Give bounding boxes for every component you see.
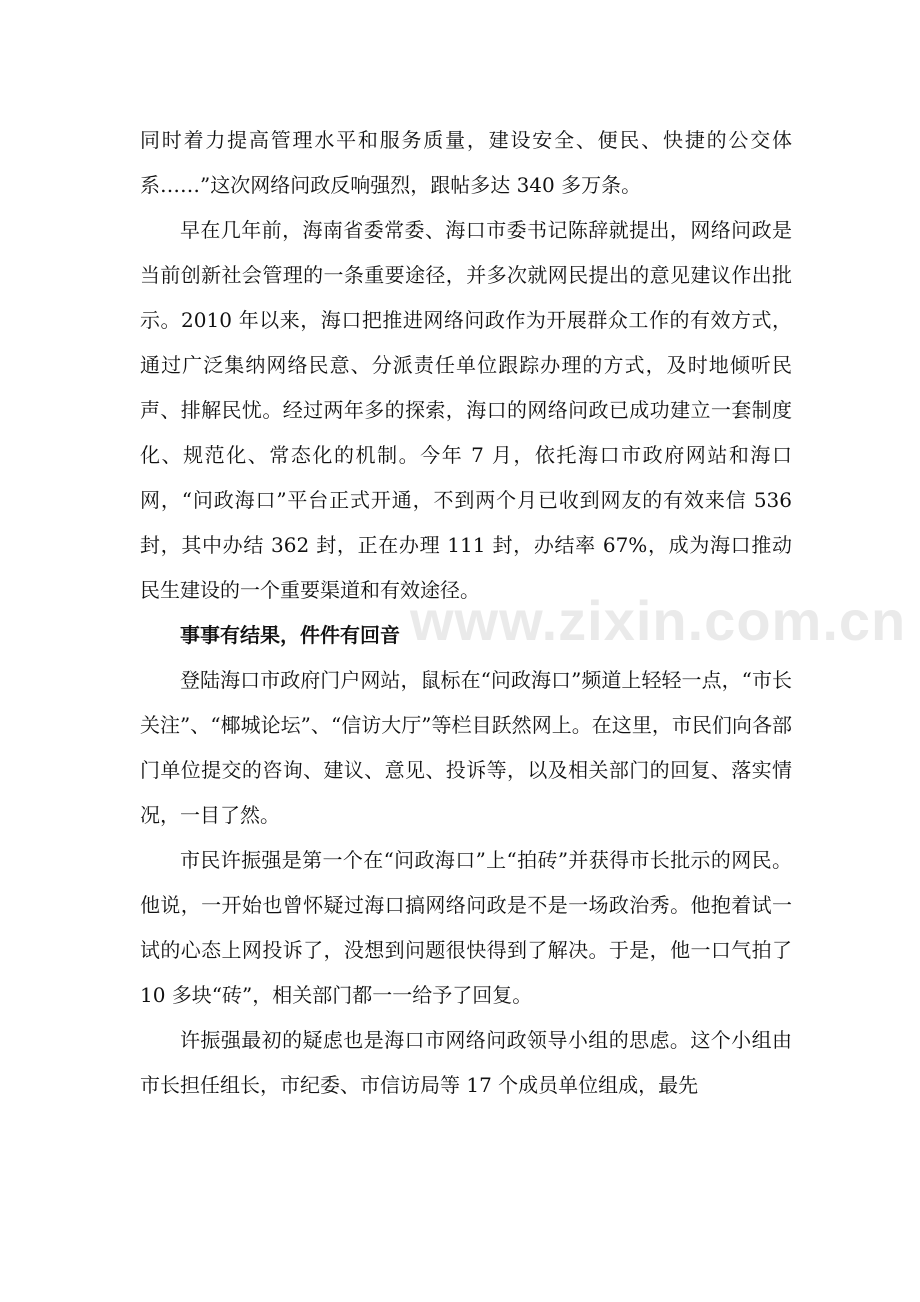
section-heading: 事事有结果，件件有回音 — [180, 623, 400, 647]
paragraph-group: 许振强最初的疑虑也是海口市网络问政领导小组的思虑。这个小组由市长担任组长，市纪委、市信访局等 17 个成员单位组成，最先 — [140, 1028, 792, 1097]
paragraph-citizen: 市民许振强是第一个在“问政海口”上“拍砖”并获得市长批示的网民。他说，一开始也曾怀疑过海口搞网络问政是不是一场政治秀。他抱着试一试的心态上网投诉了，没想到问题很快得到了解决。于是，他一口气拍了 10 多块“砖”，相关部门都一一给予了回复。 — [140, 848, 792, 1007]
paragraph-portal: 登陆海口市政府门户网站，鼠标在“问政海口”频道上轻轻一点，“市长关注”、“椰城论坛”、“信访大厅”等栏目跃然网上。在这里，市民们向各部门单位提交的咨询、建议、意见、投诉等，以及相关部门的回复、落实情况，一目了然。 — [140, 668, 792, 827]
paragraph-continuation: 同时着力提高管理水平和服务质量，建设安全、便民、快捷的公交体系……”这次网络问政反响强烈，跟帖多达 340 多万条。 — [140, 128, 792, 197]
document-page — [140, 118, 792, 1108]
paragraph-background: 早在几年前，海南省委常委、海口市委书记陈辞就提出，网络问政是当前创新社会管理的一条重要途径，并多次就网民提出的意见建议作出批示。2010 年以来，海口把推进网络问政作为开展群众工作的有效方式，通过广泛集纳网络民意、分派责任单位跟踪办理的方式，及时地倾听民声、排解民忧。经过两年多的探索，海口的网络问政已成功建立一套制度化、规范化、常态化的机制。今年 7 月，依托海口市政府网站和海口网，“问政海口”平台正式开通，不到两个月已收到网友的有效来信 536 封，其中办结 362 封，正在办理 111 封，办结率 67%，成为海口推动民生建设的一个重要渠道和有效途径。 — [140, 218, 792, 602]
watermark: www.zixin.com.cn — [410, 589, 907, 652]
